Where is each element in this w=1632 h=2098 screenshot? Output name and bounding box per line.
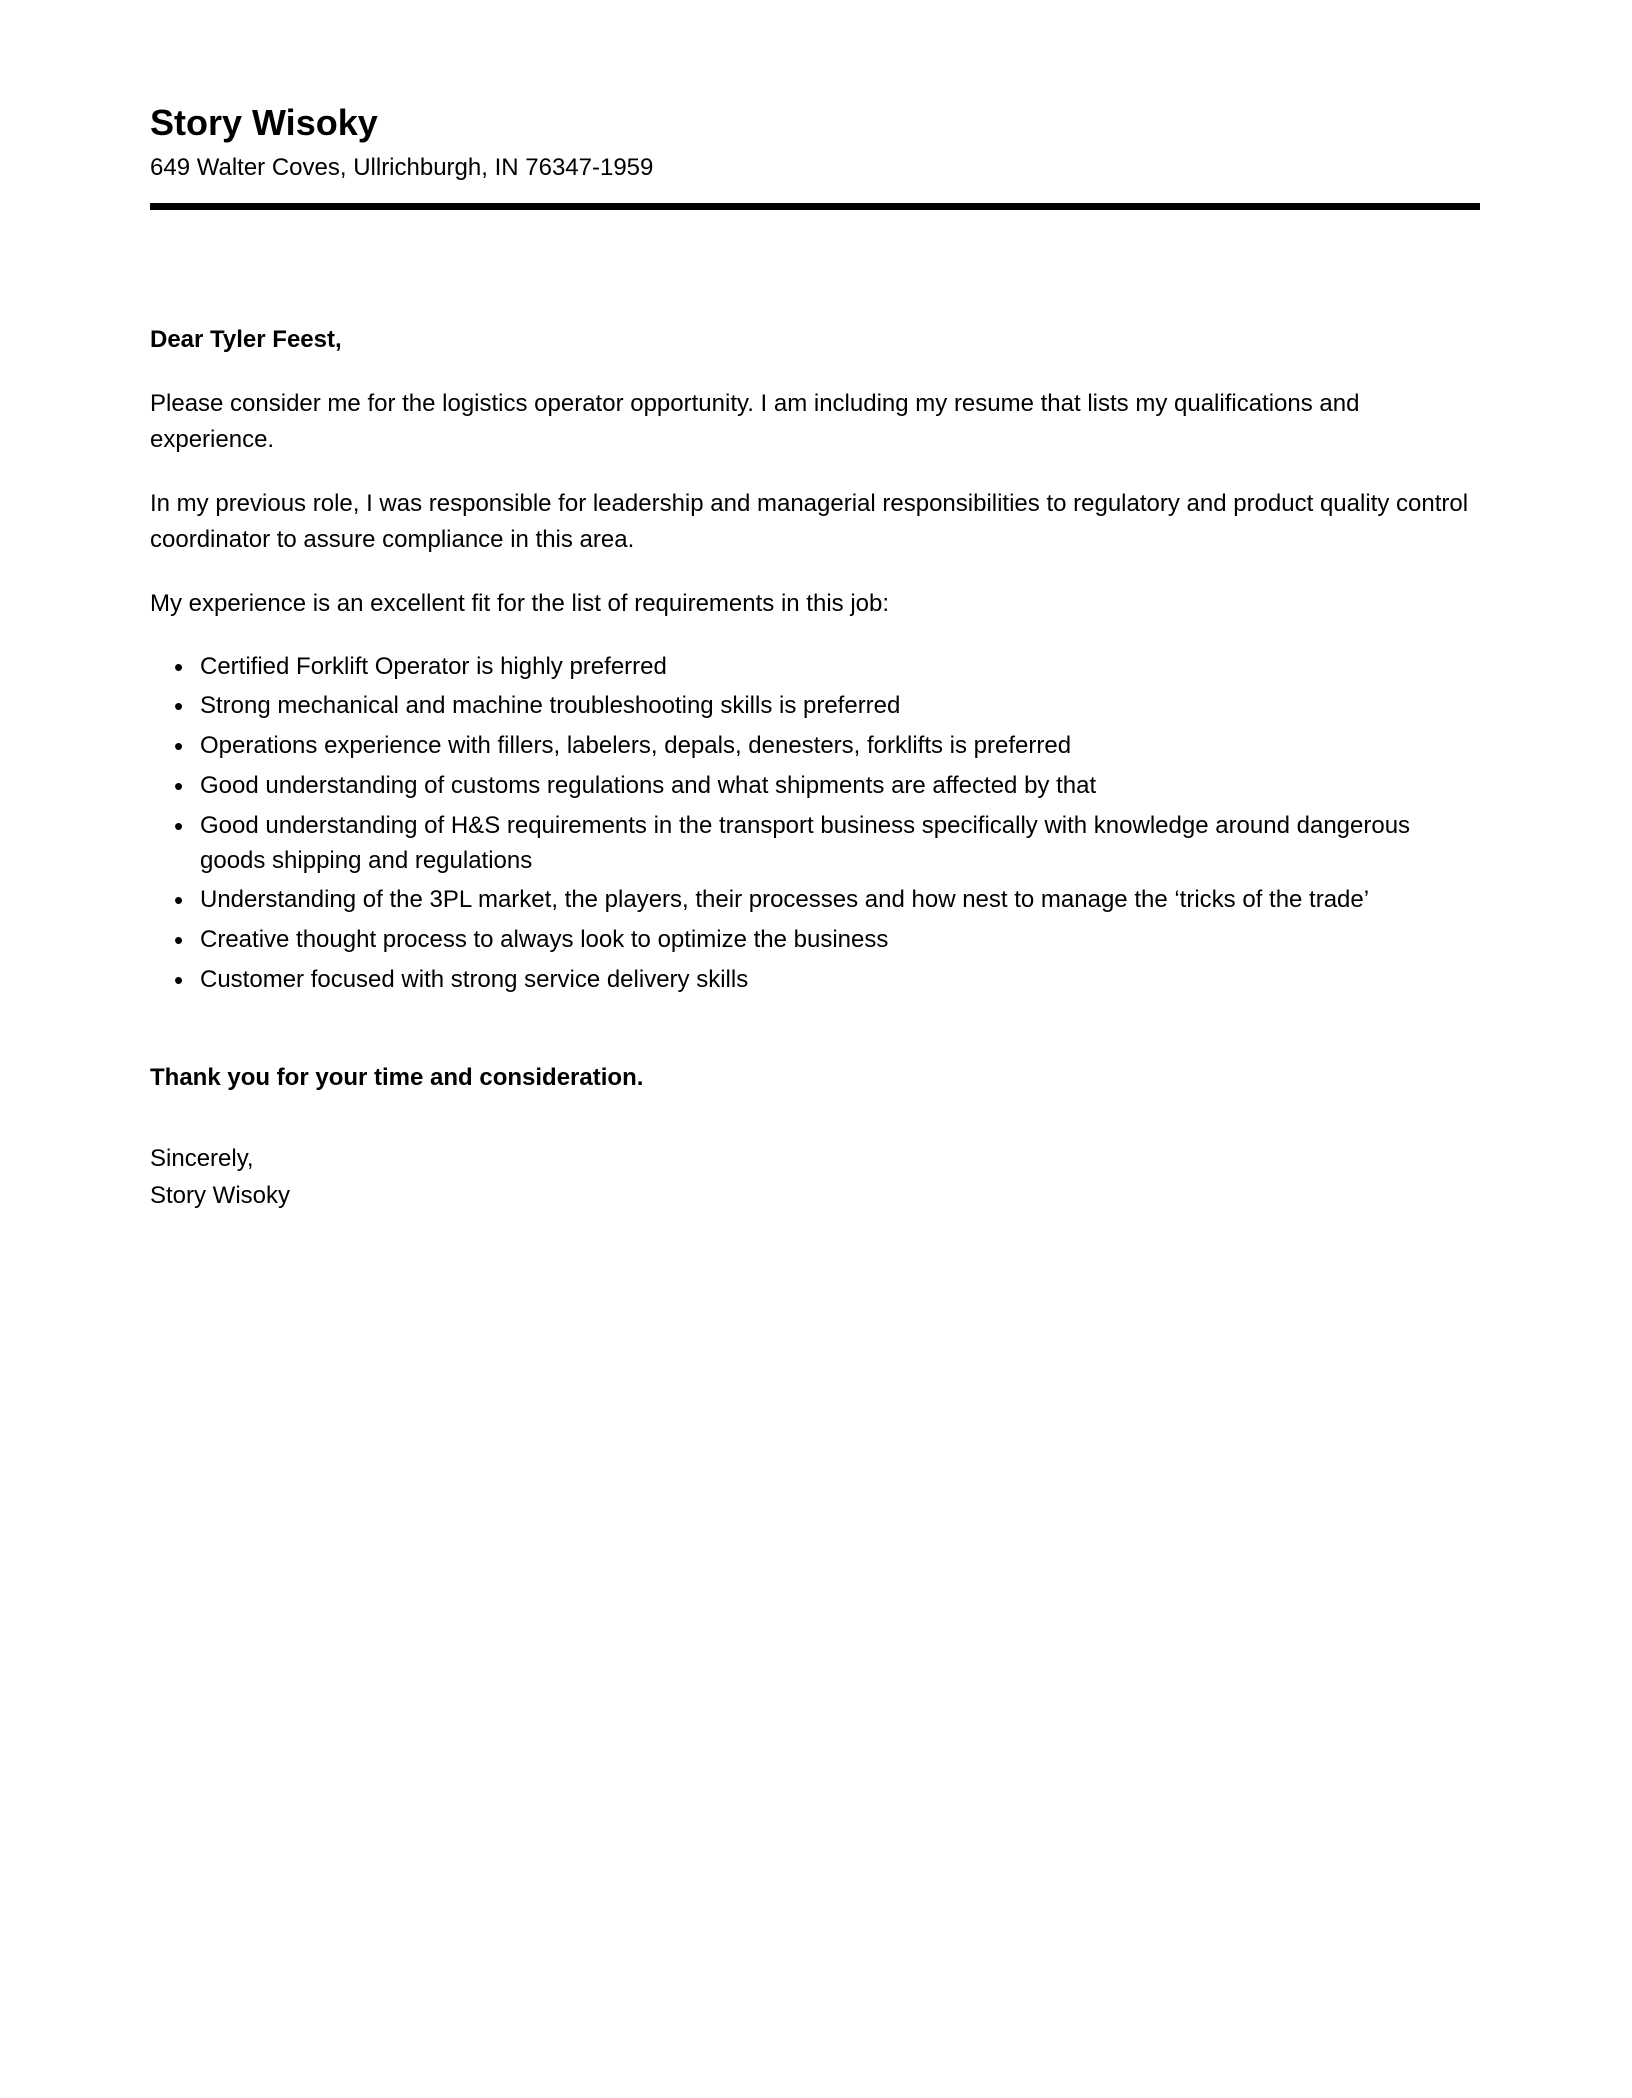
requirements-list	[150, 650, 1480, 998]
signoff-block	[150, 1140, 1480, 1214]
paragraph-intro: Please consider me for the logistics operator opportunity. I am including my resume that lists my qualifications and experience.	[150, 389, 1360, 453]
closing-thank-you: Thank you for your time and consideration.	[150, 1063, 644, 1091]
sender-name: Story Wisoky	[150, 102, 378, 143]
letterhead-divider	[150, 203, 1480, 210]
list-item: • Creative thought process to always look to optimize the business	[150, 923, 1480, 958]
paragraph-previous-role: In my previous role, I was responsible for leadership and managerial responsibilities to regulatory and product quality control coordinator to assure compliance in this area.	[150, 489, 1469, 553]
list-item: • Strong mechanical and machine troubleshooting skills is preferred	[150, 689, 1480, 724]
salutation: Dear Tyler Feest,	[150, 325, 342, 353]
list-item: • Customer focused with strong service delivery skills	[150, 963, 1480, 998]
paragraph-requirements-lead-in: My experience is an excellent fit for the list of requirements in this job:	[150, 589, 890, 617]
signoff: Sincerely,	[150, 1144, 254, 1172]
list-item: • Understanding of the 3PL market, the players, their processes and how nest to manage the ‘tricks of the trade’	[150, 883, 1480, 918]
sender-address: 649 Walter Coves, Ullrichburgh, IN 76347-1959	[150, 154, 654, 181]
letterhead	[150, 100, 1480, 210]
list-item: • Good understanding of H&S requirements in the transport business specifically with knowledge around dangerous goods shipping and regulations	[150, 809, 1480, 879]
list-item: • Certified Forklift Operator is highly preferred	[150, 650, 1480, 685]
list-item: • Good understanding of customs regulations and what shipments are affected by that	[150, 769, 1480, 804]
list-item: • Operations experience with fillers, labelers, depals, denesters, forklifts is preferred	[150, 729, 1480, 764]
signature: Story Wisoky	[150, 1181, 291, 1209]
